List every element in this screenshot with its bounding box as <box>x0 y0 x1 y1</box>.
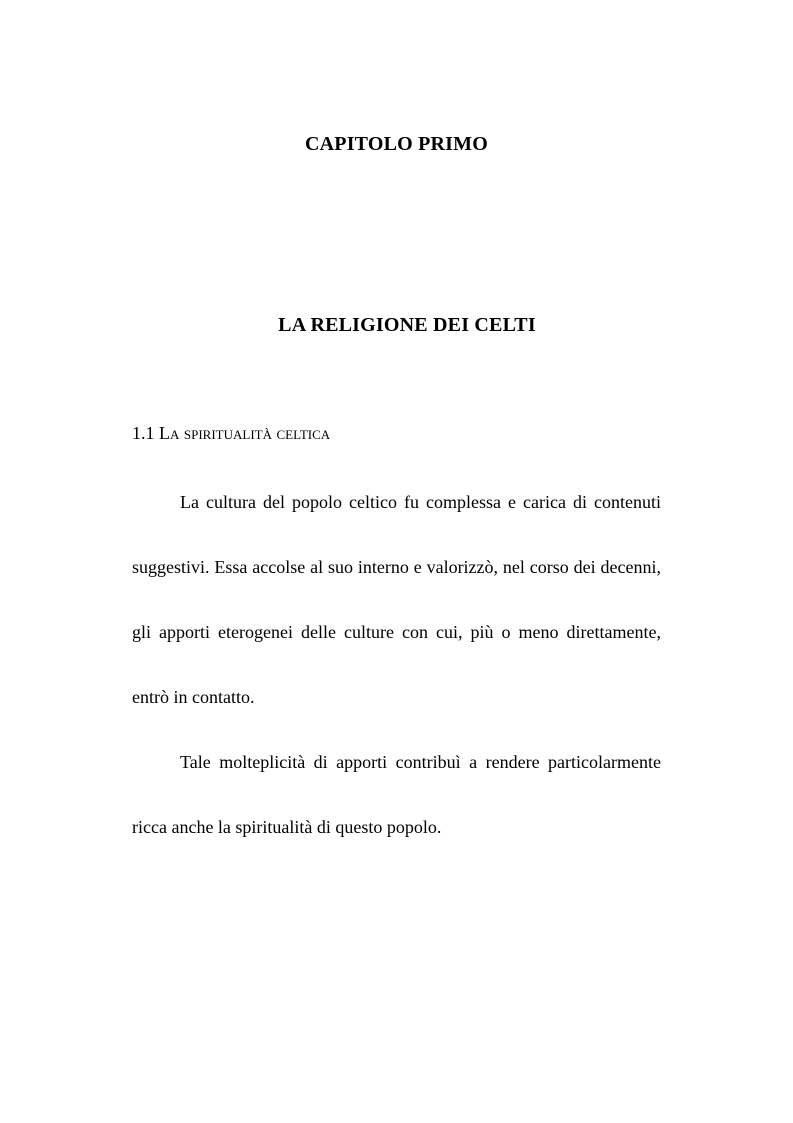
chapter-label: CAPITOLO PRIMO <box>305 133 488 155</box>
paragraph-2: Tale molteplicità di apporti contribuì a rendere particolarmente ricca anche la spiritualità di questo popolo. <box>132 752 661 837</box>
chapter-title: LA RELIGIONE DEI CELTI <box>278 314 536 336</box>
section-heading: 1.1 La spiritualità celtica <box>132 423 331 443</box>
paragraph-1: La cultura del popolo celtico fu complessa e carica di contenuti suggestivi. Essa accolse al suo interno e valorizzò, nel corso dei decenni, gli apporti eterogenei delle culture con cui, più o meno direttamente, entrò in contatto. <box>132 492 661 707</box>
body-text <box>132 470 661 860</box>
